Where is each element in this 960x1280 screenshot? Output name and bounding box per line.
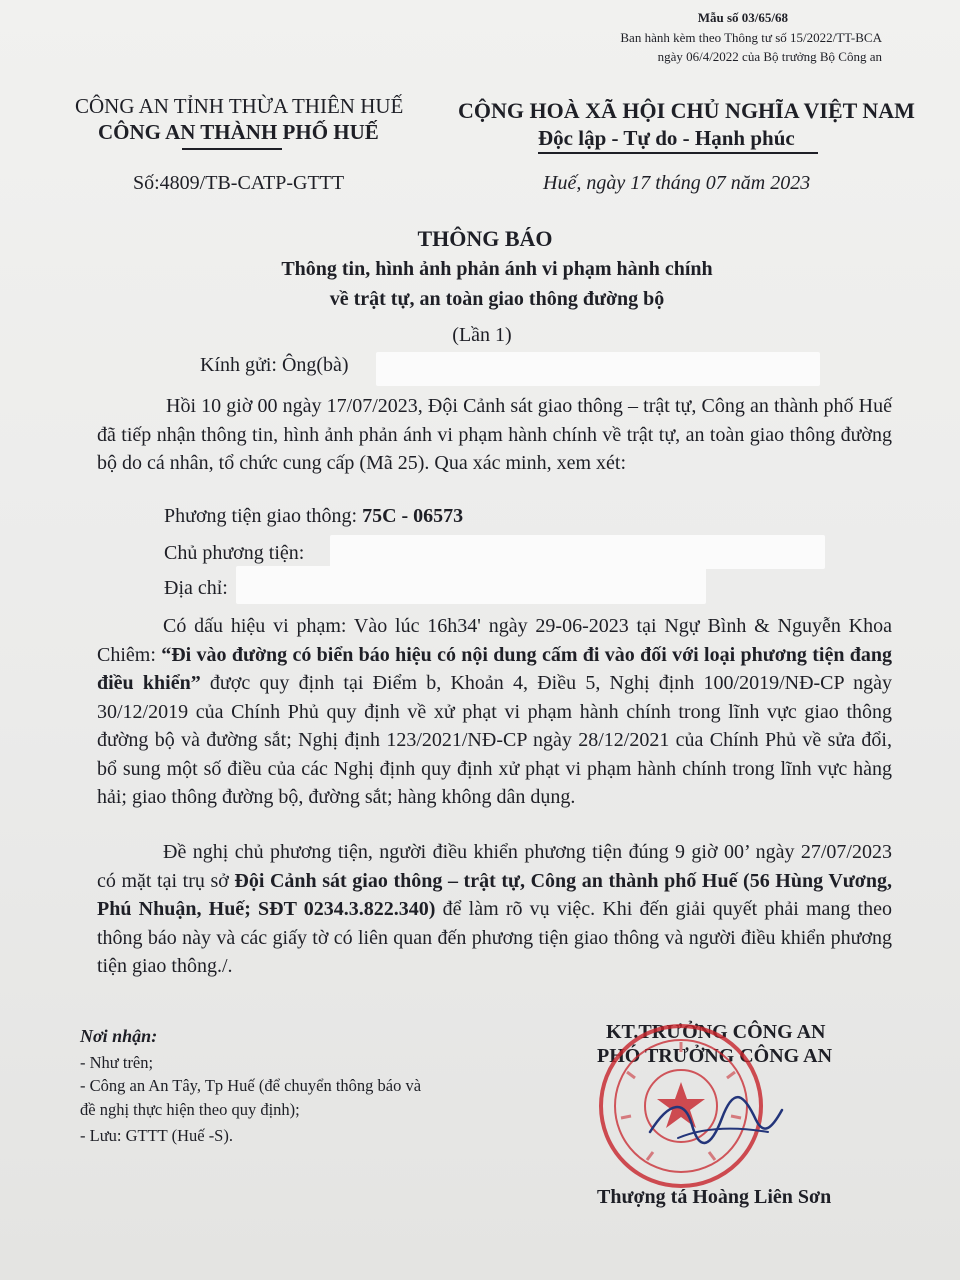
request-office: Đội Cảnh sát giao thông – trật tự, Công an thành phố Huế (56 Hùng Vương, Phú Nhuận, Huế; SĐT 0234.3.822.340) — [97, 869, 892, 920]
request-instructions: để làm rõ vụ việc. Khi đến giải quyết phải mang theo thông báo này và các giấy tờ có liên quan đến phương tiện giao thông và người điều khiển phương tiện giao thông./. — [97, 898, 892, 977]
recipients-item-1: - Như trên; — [80, 1053, 154, 1072]
violation-paragraph — [97, 612, 892, 812]
vehicle-label: Phương tiện giao thông: — [164, 505, 358, 527]
notice-round: (Lần 1) — [452, 324, 512, 346]
redacted-address — [236, 566, 706, 604]
agency-name: CÔNG AN THÀNH PHỐ HUẾ — [98, 120, 379, 144]
request-intro: Đề nghị chủ phương tiện, người điều khiển phương tiện đúng 9 giờ 00’ ngày 27/07/2023 có mặt tại trụ sở — [97, 841, 892, 892]
nation-title: CỘNG HOÀ XÃ HỘI CHỦ NGHĨA VIỆT NAM — [458, 98, 915, 123]
violation-intro: Có dấu hiệu vi phạm: Vào lúc 16h34' ngày 29-06-2023 tại Ngự Bình & Nguyễn Khoa Chiêm: — [97, 615, 892, 666]
vehicle-plate: 75C - 06573 — [362, 505, 464, 527]
vehicle-line — [164, 505, 463, 528]
signature-title-2: PHÓ TRƯỞNG CÔNG AN — [597, 1045, 833, 1067]
address-label: Địa chỉ: — [164, 577, 228, 599]
form-issued-line-1: Ban hành kèm theo Thông tư số 15/2022/TT-BCA — [620, 30, 882, 45]
redacted-owner — [330, 535, 825, 569]
notice-title: THÔNG BÁO — [417, 226, 553, 251]
recipients-title: Nơi nhận: — [80, 1026, 158, 1046]
document-number: Số:4809/TB-CATP-GTTT — [133, 172, 345, 194]
signer-name: Thượng tá Hoàng Liên Sơn — [597, 1186, 832, 1208]
violation-description: “Đi vào đường có biển báo hiệu có nội dung cấm đi vào đối với loại phương tiện đang điều khiển” — [97, 643, 892, 694]
recipient-label: Kính gửi: Ông(bà) — [200, 354, 349, 376]
signature-title-1: KT.TRƯỞNG CÔNG AN — [606, 1021, 826, 1043]
recipients-item-2-cont: đề nghị thực hiện theo quy định); — [80, 1100, 300, 1119]
owner-label: Chủ phương tiện: — [164, 542, 305, 564]
agency-underline — [182, 148, 282, 150]
agency-parent: CÔNG AN TỈNH THỪA THIÊN HUẾ — [75, 94, 404, 118]
request-paragraph — [97, 838, 892, 981]
violation-legal-basis: được quy định tại Điểm b, Khoản 4, Điều 5, Nghị định 100/2019/NĐ-CP ngày 30/12/2019 của Chính Phủ quy định về xử phạt vi phạm hành chính trong lĩnh vực giao thông đường bộ và đường sắt; Nghị định 123/2021/NĐ-CP ngày 28/12/2021 của Chính Phủ về sửa đổi, bổ sung một số điều của các Nghị định quy định xử phạt vi phạm hành chính trong lĩnh vực hàng hải; giao thông đường bộ, đường sắt; hàng không dân dụng. — [97, 672, 892, 808]
redacted-recipient — [376, 352, 820, 386]
recipients-item-2: - Công an An Tây, Tp Huế (để chuyển thông báo và — [80, 1076, 422, 1095]
notice-subtitle-2: về trật tự, an toàn giao thông đường bộ — [329, 288, 665, 310]
form-code: Mẫu số 03/65/68 — [697, 10, 788, 25]
place-date: Huế, ngày 17 tháng 07 năm 2023 — [543, 172, 811, 194]
notice-subtitle-1: Thông tin, hình ảnh phản ánh vi phạm hành chính — [281, 258, 713, 280]
recipients-item-3: - Lưu: GTTT (Huế -S). — [80, 1126, 233, 1145]
intro-paragraph: Hồi 10 giờ 00 ngày 17/07/2023, Đội Cảnh sát giao thông – trật tự, Công an thành phố Huế đã tiếp nhận thông tin, hình ảnh phản ánh vi phạm hành chính về trật tự, an toàn giao thông đường bộ do cá nhân, tổ chức cung cấp (Mã 25). Qua xác minh, xem xét: — [97, 395, 892, 474]
handwritten-signature — [640, 1080, 790, 1160]
nation-motto: Độc lập - Tự do - Hạnh phúc — [538, 126, 795, 150]
motto-underline — [538, 152, 818, 154]
form-issued-line-2: ngày 06/4/2022 của Bộ trưởng Bộ Công an — [657, 49, 882, 64]
